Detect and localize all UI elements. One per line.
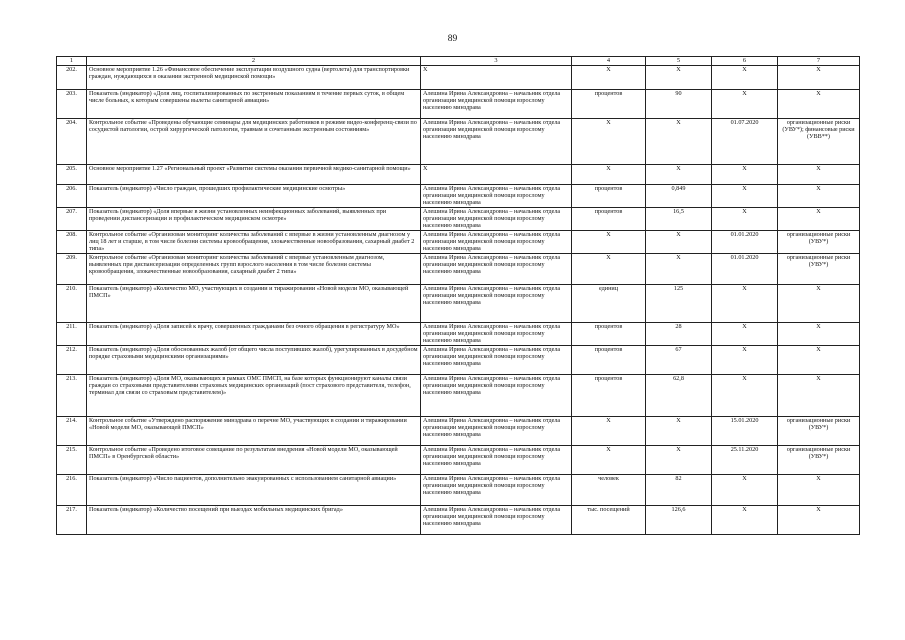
row-description: Показатель (индикатор) «Число пациентов, дополнительно эвакуированных с использованием санитарной авиации» bbox=[87, 475, 421, 506]
row-responsible: Алешина Ирина Александровна – начальник отдела организации медицинской помощи взрослому населению минздрава bbox=[421, 375, 572, 417]
table-row bbox=[57, 208, 860, 231]
row-value: X bbox=[646, 66, 712, 90]
table-row bbox=[57, 323, 860, 346]
table-row bbox=[57, 90, 860, 119]
row-date: X bbox=[712, 323, 778, 346]
table-row bbox=[57, 185, 860, 208]
row-number: 209. bbox=[57, 254, 87, 285]
table-row bbox=[57, 475, 860, 506]
row-unit: процентов bbox=[572, 90, 646, 119]
header-cell: 3 bbox=[421, 57, 572, 66]
row-date: X bbox=[712, 506, 778, 535]
row-value: X bbox=[646, 165, 712, 185]
row-responsible: Алешина Ирина Александровна – начальник отдела организации медицинской помощи взрослому населению минздрава bbox=[421, 254, 572, 285]
row-number: 210. bbox=[57, 285, 87, 323]
row-unit: процентов bbox=[572, 185, 646, 208]
row-unit: тыс. посещений bbox=[572, 506, 646, 535]
row-description: Показатель (индикатор) «Доля впервые в жизни установленных неинфекционных заболеваний, выявленных при проведении диспансеризации и профилактическом медицинском осмотре» bbox=[87, 208, 421, 231]
row-date: X bbox=[712, 185, 778, 208]
row-risk: X bbox=[778, 66, 860, 90]
row-description: Основное мероприятие 1.27 «Региональный проект «Развитие системы оказания первичной медико-санитарной помощи» bbox=[87, 165, 421, 185]
table-body bbox=[57, 66, 860, 535]
row-responsible: Алешина Ирина Александровна – начальник отдела организации медицинской помощи взрослому населению минздрава bbox=[421, 346, 572, 375]
row-risk: организационные риски (УВУ*) bbox=[778, 446, 860, 475]
table-row bbox=[57, 346, 860, 375]
row-risk: X bbox=[778, 165, 860, 185]
row-number: 215. bbox=[57, 446, 87, 475]
row-number: 203. bbox=[57, 90, 87, 119]
row-value: 62,8 bbox=[646, 375, 712, 417]
row-number: 216. bbox=[57, 475, 87, 506]
header-cell: 1 bbox=[57, 57, 87, 66]
row-risk: организационные риски (УВУ*) bbox=[778, 417, 860, 446]
row-description: Контрольное событие «Проведено итоговое совещание по результатам внедрения «Новой модели МО, оказывающей ПМСП» в Оренбургской области» bbox=[87, 446, 421, 475]
table-row bbox=[57, 506, 860, 535]
row-number: 202. bbox=[57, 66, 87, 90]
row-unit: X bbox=[572, 165, 646, 185]
row-description: Основное мероприятие 1.26 «Финансовое обеспечение эксплуатации воздушного судна (вертолета) для транспортировки граждан, нуждающихся в оказании экстренной медицинской помощи» bbox=[87, 66, 421, 90]
table-row bbox=[57, 446, 860, 475]
row-number: 208. bbox=[57, 231, 87, 254]
table-row bbox=[57, 119, 860, 165]
row-risk: X bbox=[778, 90, 860, 119]
row-risk: X bbox=[778, 506, 860, 535]
row-responsible: Алешина Ирина Александровна – начальник отдела организации медицинской помощи взрослому населению минздрава bbox=[421, 446, 572, 475]
row-risk: X bbox=[778, 375, 860, 417]
row-value: 28 bbox=[646, 323, 712, 346]
row-responsible: Алешина Ирина Александровна – начальник отдела организации медицинской помощи взрослому населению минздрава bbox=[421, 90, 572, 119]
row-unit: X bbox=[572, 446, 646, 475]
row-description: Показатель (индикатор) «Доля МО, оказывающих в рамках ОМС ПМСП, на базе которых функционируют каналы связи граждан со страховыми представителями страховых медицинских организаций (пост страхового представителя, телефон, терминал для связи со страховым представителем)» bbox=[87, 375, 421, 417]
row-number: 217. bbox=[57, 506, 87, 535]
row-risk: организационные риски (УВУ*) bbox=[778, 231, 860, 254]
document-table bbox=[56, 56, 860, 535]
row-unit: единиц bbox=[572, 285, 646, 323]
table-row bbox=[57, 231, 860, 254]
row-value: 16,5 bbox=[646, 208, 712, 231]
row-unit: X bbox=[572, 66, 646, 90]
row-unit: X bbox=[572, 417, 646, 446]
row-value: 125 bbox=[646, 285, 712, 323]
row-date: 01.01.2020 bbox=[712, 231, 778, 254]
row-date: X bbox=[712, 346, 778, 375]
row-description: Контрольное событие «Утверждено распоряжение минздрава о перечне МО, участвующих в создании и тиражировании «Новой модели МО, оказывающей ПМСП» bbox=[87, 417, 421, 446]
table-row bbox=[57, 285, 860, 323]
row-unit: процентов bbox=[572, 346, 646, 375]
table-row bbox=[57, 375, 860, 417]
row-number: 214. bbox=[57, 417, 87, 446]
row-unit: процентов bbox=[572, 208, 646, 231]
row-value: 82 bbox=[646, 475, 712, 506]
row-risk: X bbox=[778, 285, 860, 323]
row-description: Показатель (индикатор) «Доля обоснованных жалоб (от общего числа поступивших жалоб), урегулированных в досудебном порядке страховыми медицинскими организациями» bbox=[87, 346, 421, 375]
header-cell: 6 bbox=[712, 57, 778, 66]
row-number: 211. bbox=[57, 323, 87, 346]
row-date: 01.07.2020 bbox=[712, 119, 778, 165]
row-value: 126,6 bbox=[646, 506, 712, 535]
row-value: X bbox=[646, 446, 712, 475]
row-description: Контрольное событие «Организован мониторинг количества заболеваний с впервые установленным диагнозом, выявленных при диспансеризации определенных групп взрослого населения в том числе болезни системы кровообращения, злокачественные новообразования, сахарный диабет 2 типа» bbox=[87, 254, 421, 285]
row-description: Показатель (индикатор) «Доля лиц, госпитализированных по экстренным показаниям в течение первых суток, в общем числе больных, к которым совершены вылеты санитарной авиации» bbox=[87, 90, 421, 119]
row-risk: X bbox=[778, 346, 860, 375]
header-row bbox=[57, 57, 860, 66]
row-responsible: X bbox=[421, 165, 572, 185]
row-date: 25.11.2020 bbox=[712, 446, 778, 475]
row-unit: X bbox=[572, 119, 646, 165]
row-description: Показатель (индикатор) «Число граждан, прошедших профилактические медицинские осмотры» bbox=[87, 185, 421, 208]
row-responsible: Алешина Ирина Александровна – начальник отдела организации медицинской помощи взрослому населению минздрава bbox=[421, 185, 572, 208]
header-cell: 7 bbox=[778, 57, 860, 66]
row-responsible: Алешина Ирина Александровна – начальник отдела организации медицинской помощи взрослому населению минздрава bbox=[421, 506, 572, 535]
row-responsible: Алешина Ирина Александровна – начальник отдела организации медицинской помощи взрослому населению минздрава bbox=[421, 323, 572, 346]
row-unit: человек bbox=[572, 475, 646, 506]
row-responsible: Алешина Ирина Александровна – начальник отдела организации медицинской помощи взрослому населению минздрава bbox=[421, 208, 572, 231]
row-value: 90 bbox=[646, 90, 712, 119]
row-date: X bbox=[712, 165, 778, 185]
row-description: Контрольное событие «Организован мониторинг количества заболеваний с впервые в жизни установленным диагнозом у лиц 18 лет и старше, в том числе болезни системы кровообращения, злокачественные новообразования, сахарный диабет 2 типа» bbox=[87, 231, 421, 254]
table-row bbox=[57, 417, 860, 446]
row-date: 01.01.2020 bbox=[712, 254, 778, 285]
header-cell: 5 bbox=[646, 57, 712, 66]
row-risk: организационные риски (УВУ*) bbox=[778, 254, 860, 285]
table-row bbox=[57, 66, 860, 90]
table-row bbox=[57, 254, 860, 285]
row-number: 204. bbox=[57, 119, 87, 165]
row-risk: X bbox=[778, 208, 860, 231]
row-responsible: X bbox=[421, 66, 572, 90]
row-date: 15.01.2020 bbox=[712, 417, 778, 446]
row-responsible: Алешина Ирина Александровна – начальник отдела организации медицинской помощи взрослому населению минздрава bbox=[421, 119, 572, 165]
row-unit: процентов bbox=[572, 375, 646, 417]
row-number: 205. bbox=[57, 165, 87, 185]
row-responsible: Алешина Ирина Александровна – начальник отдела организации медицинской помощи взрослому населению минздрава bbox=[421, 231, 572, 254]
row-date: X bbox=[712, 285, 778, 323]
row-description: Показатель (индикатор) «Количество МО, участвующих в создании и тиражировании «Новой модели МО, оказывающей ПМСП» bbox=[87, 285, 421, 323]
header-cell: 2 bbox=[87, 57, 421, 66]
table-row bbox=[57, 165, 860, 185]
row-risk: X bbox=[778, 323, 860, 346]
row-responsible: Алешина Ирина Александровна – начальник отдела организации медицинской помощи взрослому населению минздрава bbox=[421, 417, 572, 446]
row-value: X bbox=[646, 231, 712, 254]
row-number: 206. bbox=[57, 185, 87, 208]
row-date: X bbox=[712, 66, 778, 90]
page-number: 89 bbox=[447, 34, 458, 44]
row-number: 207. bbox=[57, 208, 87, 231]
row-risk: X bbox=[778, 475, 860, 506]
row-date: X bbox=[712, 208, 778, 231]
row-description: Показатель (индикатор) «Доля записей к врачу, совершенных гражданами без очного обращения в регистратуру МО» bbox=[87, 323, 421, 346]
row-description: Контрольное событие «Проведены обучающие семинары для медицинских работников в режиме видео-конференц-связи по сосудистой патологии, острой хирургической патологии, травмам и сочетанным экстренным состояниям» bbox=[87, 119, 421, 165]
header-cell: 4 bbox=[572, 57, 646, 66]
row-responsible: Алешина Ирина Александровна – начальник отдела организации медицинской помощи взрослому населению минздрава bbox=[421, 475, 572, 506]
row-number: 212. bbox=[57, 346, 87, 375]
row-number: 213. bbox=[57, 375, 87, 417]
row-responsible: Алешина Ирина Александровна – начальник отдела организации медицинской помощи взрослому населению минздрава bbox=[421, 285, 572, 323]
row-risk: X bbox=[778, 185, 860, 208]
row-risk: организационные риски (УВУ*); финансовые риски (УВВ**) bbox=[778, 119, 860, 165]
row-value: 0,849 bbox=[646, 185, 712, 208]
row-value: X bbox=[646, 119, 712, 165]
row-unit: X bbox=[572, 254, 646, 285]
row-date: X bbox=[712, 475, 778, 506]
row-date: X bbox=[712, 375, 778, 417]
row-unit: процентов bbox=[572, 323, 646, 346]
row-unit: X bbox=[572, 231, 646, 254]
row-value: X bbox=[646, 254, 712, 285]
row-value: 67 bbox=[646, 346, 712, 375]
row-description: Показатель (индикатор) «Количество посещений при выездах мобильных медицинских бригад» bbox=[87, 506, 421, 535]
row-date: X bbox=[712, 90, 778, 119]
row-value: X bbox=[646, 417, 712, 446]
